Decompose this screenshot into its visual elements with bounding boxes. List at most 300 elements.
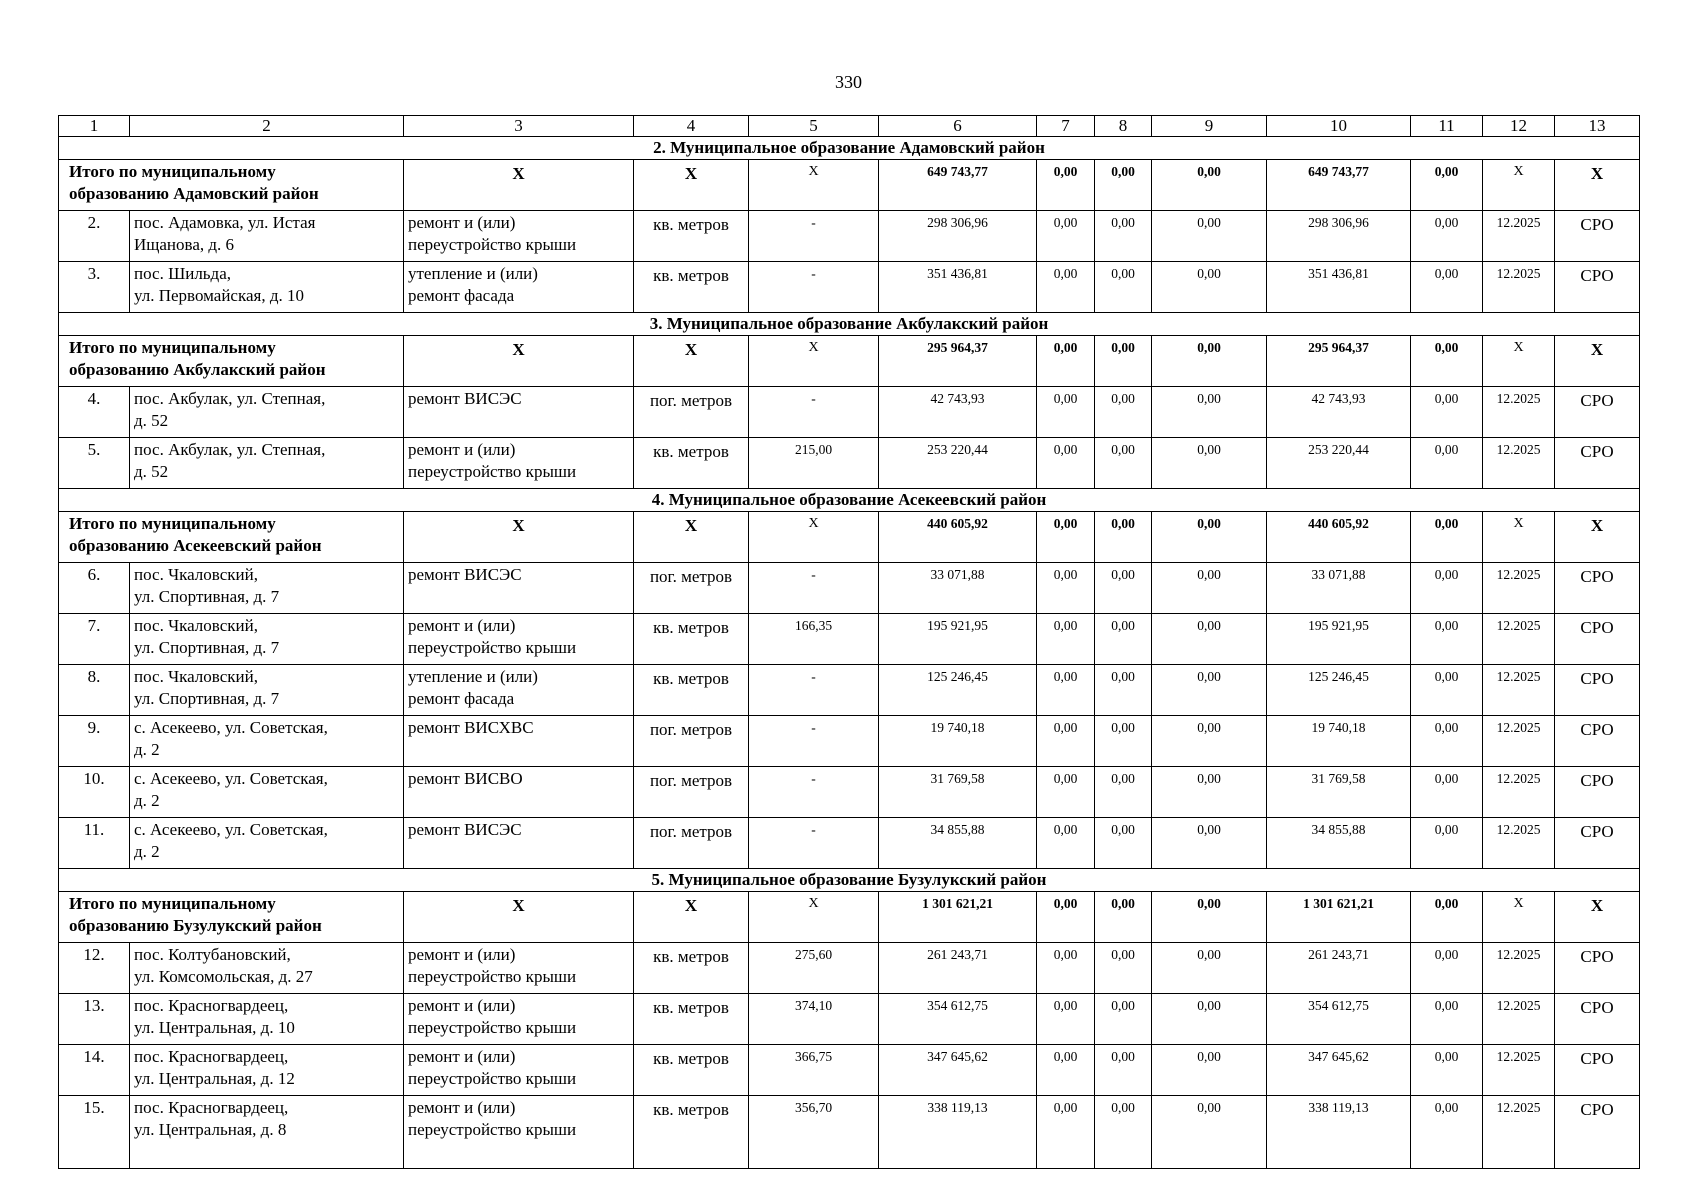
table-row [59, 716, 1640, 767]
column-header: 3 [404, 116, 634, 137]
cost-cell: 42 743,93 [1267, 387, 1411, 438]
volume-cell: 215,00 [749, 438, 879, 489]
address-line: пос. Красногвардеец, [134, 1098, 289, 1117]
deadline-cell: 12.2025 [1483, 767, 1555, 818]
value-cell: 0,00 [1037, 767, 1095, 818]
unit-cell: пог. метров [634, 563, 749, 614]
address-line: пос. Шильда, [134, 264, 231, 283]
work-type-line: утепление и (или) [408, 667, 538, 686]
unit-cell: кв. метров [634, 994, 749, 1045]
address-line: пос. Красногвардеец, [134, 1047, 289, 1066]
total-label-line: Итого по муниципальному [69, 338, 276, 357]
method-cell: СРО [1555, 943, 1640, 994]
work-type-cell [404, 716, 634, 767]
total-label [59, 892, 404, 943]
page-number: 330 [835, 72, 862, 92]
value-cell: 0,00 [1152, 818, 1267, 869]
value-cell: 0,00 [1411, 1045, 1483, 1096]
section-total-row [59, 512, 1640, 563]
x-mark: Х [749, 160, 879, 211]
repair-program-table [58, 115, 1640, 1169]
volume-cell: - [749, 716, 879, 767]
total-label-line: Итого по муниципальному [69, 514, 276, 533]
section-title: 2. Муниципальное образование Адамовский район [59, 137, 1640, 160]
row-number: 8. [59, 665, 130, 716]
address-cell [130, 665, 404, 716]
value-cell: 0,00 [1411, 387, 1483, 438]
work-type-line: переустройство крыши [408, 1120, 577, 1139]
address-line: с. Асекеево, ул. Советская, [134, 820, 328, 839]
unit-cell: кв. метров [634, 943, 749, 994]
address-line: пос. Акбулак, ул. Степная, [134, 389, 326, 408]
cost-cell: 19 740,18 [879, 716, 1037, 767]
cost-cell: 338 119,13 [1267, 1096, 1411, 1169]
work-type-cell [404, 438, 634, 489]
column-header: 8 [1095, 116, 1152, 137]
section-header-row [59, 313, 1640, 336]
address-line: д. 2 [134, 791, 160, 810]
total-value: 0,00 [1095, 336, 1152, 387]
method-cell: СРО [1555, 262, 1640, 313]
value-cell: 0,00 [1152, 1045, 1267, 1096]
cost-cell: 195 921,95 [1267, 614, 1411, 665]
column-header: 12 [1483, 116, 1555, 137]
cost-cell: 34 855,88 [1267, 818, 1411, 869]
row-number: 9. [59, 716, 130, 767]
value-cell: 0,00 [1095, 943, 1152, 994]
cost-cell: 253 220,44 [879, 438, 1037, 489]
column-header: 4 [634, 116, 749, 137]
address-line: ул. Первомайская, д. 10 [134, 286, 304, 305]
unit-cell: кв. метров [634, 665, 749, 716]
total-cost: 440 605,92 [1267, 512, 1411, 563]
row-number: 5. [59, 438, 130, 489]
section-title: 4. Муниципальное образование Асекеевский район [59, 489, 1640, 512]
value-cell: 0,00 [1095, 1096, 1152, 1169]
address-cell [130, 1045, 404, 1096]
total-value: 0,00 [1152, 512, 1267, 563]
method-cell: СРО [1555, 211, 1640, 262]
row-number: 14. [59, 1045, 130, 1096]
cost-cell: 347 645,62 [879, 1045, 1037, 1096]
total-cost: 649 743,77 [1267, 160, 1411, 211]
address-cell [130, 943, 404, 994]
cost-cell: 33 071,88 [879, 563, 1037, 614]
value-cell: 0,00 [1037, 387, 1095, 438]
total-value: 0,00 [1095, 160, 1152, 211]
volume-cell: - [749, 665, 879, 716]
deadline-cell: 12.2025 [1483, 211, 1555, 262]
table-row [59, 438, 1640, 489]
address-line: ул. Спортивная, д. 7 [134, 587, 280, 606]
x-mark: Х [1555, 336, 1640, 387]
total-value: 0,00 [1037, 892, 1095, 943]
value-cell: 0,00 [1411, 262, 1483, 313]
total-cost: 440 605,92 [879, 512, 1037, 563]
value-cell: 0,00 [1095, 387, 1152, 438]
value-cell: 0,00 [1411, 665, 1483, 716]
cost-cell: 351 436,81 [879, 262, 1037, 313]
value-cell: 0,00 [1037, 614, 1095, 665]
volume-cell: - [749, 767, 879, 818]
table-body [59, 116, 1640, 1169]
cost-cell: 338 119,13 [879, 1096, 1037, 1169]
address-cell [130, 1096, 404, 1169]
work-type-line: ремонт ВИСЭС [408, 389, 522, 408]
value-cell: 0,00 [1152, 438, 1267, 489]
method-cell: СРО [1555, 614, 1640, 665]
volume-cell: 356,70 [749, 1096, 879, 1169]
section-header-row [59, 489, 1640, 512]
row-number: 2. [59, 211, 130, 262]
volume-cell: 374,10 [749, 994, 879, 1045]
work-type-cell [404, 1045, 634, 1096]
address-cell [130, 614, 404, 665]
value-cell: 0,00 [1095, 665, 1152, 716]
unit-cell: пог. метров [634, 716, 749, 767]
address-line: пос. Акбулак, ул. Степная, [134, 440, 326, 459]
total-value: 0,00 [1037, 336, 1095, 387]
deadline-cell: 12.2025 [1483, 716, 1555, 767]
deadline-cell: 12.2025 [1483, 818, 1555, 869]
total-label [59, 336, 404, 387]
work-type-cell [404, 943, 634, 994]
section-title: 3. Муниципальное образование Акбулакский район [59, 313, 1640, 336]
x-mark: Х [404, 336, 634, 387]
address-line: Ищанова, д. 6 [134, 235, 235, 254]
address-line: ул. Центральная, д. 10 [134, 1018, 295, 1037]
work-type-line: ремонт и (или) [408, 945, 516, 964]
cost-cell: 354 612,75 [879, 994, 1037, 1045]
unit-cell: пог. метров [634, 387, 749, 438]
total-cost: 649 743,77 [879, 160, 1037, 211]
address-line: д. 2 [134, 740, 160, 759]
table-row [59, 1045, 1640, 1096]
column-header: 6 [879, 116, 1037, 137]
row-number: 12. [59, 943, 130, 994]
x-mark: Х [749, 892, 879, 943]
value-cell: 0,00 [1411, 943, 1483, 994]
table-row [59, 262, 1640, 313]
column-header: 5 [749, 116, 879, 137]
value-cell: 0,00 [1095, 1045, 1152, 1096]
value-cell: 0,00 [1152, 994, 1267, 1045]
volume-cell: - [749, 211, 879, 262]
section-total-row [59, 892, 1640, 943]
deadline-cell: 12.2025 [1483, 1045, 1555, 1096]
value-cell: 0,00 [1037, 438, 1095, 489]
cost-cell: 351 436,81 [1267, 262, 1411, 313]
work-type-line: ремонт фасада [408, 286, 515, 305]
cost-cell: 42 743,93 [879, 387, 1037, 438]
column-header: 1 [59, 116, 130, 137]
total-label [59, 160, 404, 211]
work-type-line: ремонт ВИСВО [408, 769, 523, 788]
volume-cell: - [749, 387, 879, 438]
address-line: ул. Спортивная, д. 7 [134, 689, 280, 708]
value-cell: 0,00 [1152, 614, 1267, 665]
value-cell: 0,00 [1095, 563, 1152, 614]
x-mark: Х [1555, 892, 1640, 943]
table-row [59, 1096, 1640, 1169]
value-cell: 0,00 [1037, 262, 1095, 313]
total-label [59, 512, 404, 563]
row-number: 3. [59, 262, 130, 313]
method-cell: СРО [1555, 716, 1640, 767]
volume-cell: - [749, 818, 879, 869]
x-mark: Х [1483, 512, 1555, 563]
value-cell: 0,00 [1411, 438, 1483, 489]
deadline-cell: 12.2025 [1483, 994, 1555, 1045]
address-line: с. Асекеево, ул. Советская, [134, 718, 328, 737]
address-line: пос. Адамовка, ул. Истая [134, 213, 316, 232]
table-row [59, 387, 1640, 438]
value-cell: 0,00 [1411, 716, 1483, 767]
address-line: пос. Чкаловский, [134, 616, 258, 635]
total-value: 0,00 [1411, 336, 1483, 387]
cost-cell: 125 246,45 [1267, 665, 1411, 716]
row-number: 15. [59, 1096, 130, 1169]
value-cell: 0,00 [1095, 211, 1152, 262]
total-label-line: Итого по муниципальному [69, 894, 276, 913]
column-header: 11 [1411, 116, 1483, 137]
table-row [59, 614, 1640, 665]
method-cell: СРО [1555, 1045, 1640, 1096]
deadline-cell: 12.2025 [1483, 563, 1555, 614]
deadline-cell: 12.2025 [1483, 943, 1555, 994]
value-cell: 0,00 [1152, 387, 1267, 438]
volume-cell: - [749, 262, 879, 313]
address-line: пос. Чкаловский, [134, 667, 258, 686]
address-line: ул. Центральная, д. 12 [134, 1069, 295, 1088]
address-cell [130, 387, 404, 438]
total-value: 0,00 [1411, 512, 1483, 563]
table-row [59, 943, 1640, 994]
method-cell: СРО [1555, 563, 1640, 614]
unit-cell: кв. метров [634, 1096, 749, 1169]
x-mark: Х [1555, 512, 1640, 563]
address-cell [130, 767, 404, 818]
total-value: 0,00 [1411, 160, 1483, 211]
x-mark: Х [1483, 336, 1555, 387]
value-cell: 0,00 [1095, 767, 1152, 818]
total-value: 0,00 [1152, 336, 1267, 387]
column-number-row [59, 116, 1640, 137]
total-value: 0,00 [1152, 892, 1267, 943]
row-number: 7. [59, 614, 130, 665]
value-cell: 0,00 [1152, 716, 1267, 767]
total-value: 0,00 [1095, 512, 1152, 563]
section-total-row [59, 336, 1640, 387]
address-line: д. 52 [134, 462, 169, 481]
work-type-line: ремонт и (или) [408, 616, 516, 635]
cost-cell: 34 855,88 [879, 818, 1037, 869]
work-type-cell [404, 211, 634, 262]
work-type-cell [404, 1096, 634, 1169]
deadline-cell: 12.2025 [1483, 665, 1555, 716]
work-type-line: ремонт и (или) [408, 213, 516, 232]
value-cell: 0,00 [1411, 211, 1483, 262]
work-type-cell [404, 767, 634, 818]
work-type-line: ремонт и (или) [408, 1047, 516, 1066]
unit-cell: кв. метров [634, 1045, 749, 1096]
row-number: 10. [59, 767, 130, 818]
x-mark: Х [749, 512, 879, 563]
value-cell: 0,00 [1411, 1096, 1483, 1169]
work-type-line: переустройство крыши [408, 1018, 577, 1037]
deadline-cell: 12.2025 [1483, 262, 1555, 313]
value-cell: 0,00 [1095, 818, 1152, 869]
cost-cell: 354 612,75 [1267, 994, 1411, 1045]
section-header-row [59, 869, 1640, 892]
work-type-line: переустройство крыши [408, 235, 577, 254]
address-line: ул. Спортивная, д. 7 [134, 638, 280, 657]
total-label-line: образованию Акбулакский район [69, 360, 326, 379]
table-row [59, 211, 1640, 262]
work-type-line: ремонт ВИСЭС [408, 820, 522, 839]
table-row [59, 818, 1640, 869]
method-cell: СРО [1555, 665, 1640, 716]
unit-cell: кв. метров [634, 438, 749, 489]
total-cost: 295 964,37 [1267, 336, 1411, 387]
work-type-cell [404, 262, 634, 313]
x-mark: Х [404, 512, 634, 563]
method-cell: СРО [1555, 767, 1640, 818]
x-mark: Х [749, 336, 879, 387]
x-mark: Х [404, 160, 634, 211]
cost-cell: 298 306,96 [879, 211, 1037, 262]
table-row [59, 767, 1640, 818]
work-type-line: ремонт ВИСХВС [408, 718, 534, 737]
address-line: пос. Красногвардеец, [134, 996, 289, 1015]
work-type-line: переустройство крыши [408, 638, 577, 657]
section-header-row [59, 137, 1640, 160]
value-cell: 0,00 [1411, 818, 1483, 869]
total-value: 0,00 [1411, 892, 1483, 943]
unit-cell: пог. метров [634, 767, 749, 818]
table-row [59, 994, 1640, 1045]
work-type-cell [404, 614, 634, 665]
address-line: с. Асекеево, ул. Советская, [134, 769, 328, 788]
address-line: ул. Комсомольская, д. 27 [134, 967, 313, 986]
work-type-cell [404, 563, 634, 614]
value-cell: 0,00 [1411, 563, 1483, 614]
row-number: 4. [59, 387, 130, 438]
method-cell: СРО [1555, 438, 1640, 489]
total-cost: 1 301 621,21 [879, 892, 1037, 943]
total-label-line: образованию Адамовский район [69, 184, 319, 203]
address-cell [130, 563, 404, 614]
column-header: 7 [1037, 116, 1095, 137]
total-label-line: Итого по муниципальному [69, 162, 276, 181]
x-mark: Х [634, 512, 749, 563]
value-cell: 0,00 [1037, 994, 1095, 1045]
value-cell: 0,00 [1152, 563, 1267, 614]
x-mark: Х [1555, 160, 1640, 211]
method-cell: СРО [1555, 818, 1640, 869]
total-label-line: образованию Асекеевский район [69, 536, 322, 555]
total-value: 0,00 [1037, 512, 1095, 563]
work-type-cell [404, 818, 634, 869]
value-cell: 0,00 [1037, 943, 1095, 994]
value-cell: 0,00 [1037, 665, 1095, 716]
value-cell: 0,00 [1095, 438, 1152, 489]
cost-cell: 31 769,58 [1267, 767, 1411, 818]
x-mark: Х [1483, 892, 1555, 943]
value-cell: 0,00 [1095, 994, 1152, 1045]
deadline-cell: 12.2025 [1483, 438, 1555, 489]
value-cell: 0,00 [1152, 1096, 1267, 1169]
address-cell [130, 262, 404, 313]
total-cost: 1 301 621,21 [1267, 892, 1411, 943]
address-line: ул. Центральная, д. 8 [134, 1120, 287, 1139]
cost-cell: 33 071,88 [1267, 563, 1411, 614]
column-header: 9 [1152, 116, 1267, 137]
cost-cell: 298 306,96 [1267, 211, 1411, 262]
address-cell [130, 211, 404, 262]
value-cell: 0,00 [1152, 665, 1267, 716]
deadline-cell: 12.2025 [1483, 387, 1555, 438]
work-type-line: переустройство крыши [408, 1069, 577, 1088]
value-cell: 0,00 [1037, 818, 1095, 869]
cost-cell: 253 220,44 [1267, 438, 1411, 489]
cost-cell: 195 921,95 [879, 614, 1037, 665]
value-cell: 0,00 [1095, 716, 1152, 767]
work-type-line: переустройство крыши [408, 462, 577, 481]
table-row [59, 563, 1640, 614]
table-row [59, 665, 1640, 716]
cost-cell: 347 645,62 [1267, 1045, 1411, 1096]
deadline-cell: 12.2025 [1483, 1096, 1555, 1169]
total-value: 0,00 [1095, 892, 1152, 943]
method-cell: СРО [1555, 387, 1640, 438]
cost-cell: 261 243,71 [879, 943, 1037, 994]
unit-cell: кв. метров [634, 262, 749, 313]
work-type-cell [404, 665, 634, 716]
x-mark: Х [404, 892, 634, 943]
work-type-line: ремонт и (или) [408, 1098, 516, 1117]
address-cell [130, 438, 404, 489]
address-cell [130, 818, 404, 869]
value-cell: 0,00 [1411, 614, 1483, 665]
value-cell: 0,00 [1037, 563, 1095, 614]
row-number: 11. [59, 818, 130, 869]
column-header: 2 [130, 116, 404, 137]
work-type-line: переустройство крыши [408, 967, 577, 986]
row-number: 13. [59, 994, 130, 1045]
volume-cell: 166,35 [749, 614, 879, 665]
section-title: 5. Муниципальное образование Бузулукский район [59, 869, 1640, 892]
unit-cell: пог. метров [634, 818, 749, 869]
x-mark: Х [1483, 160, 1555, 211]
value-cell: 0,00 [1037, 211, 1095, 262]
value-cell: 0,00 [1152, 943, 1267, 994]
value-cell: 0,00 [1411, 767, 1483, 818]
address-cell [130, 716, 404, 767]
work-type-cell [404, 387, 634, 438]
value-cell: 0,00 [1152, 262, 1267, 313]
volume-cell: - [749, 563, 879, 614]
row-number: 6. [59, 563, 130, 614]
total-value: 0,00 [1152, 160, 1267, 211]
x-mark: Х [634, 336, 749, 387]
cost-cell: 31 769,58 [879, 767, 1037, 818]
address-line: пос. Чкаловский, [134, 565, 258, 584]
value-cell: 0,00 [1411, 994, 1483, 1045]
value-cell: 0,00 [1095, 262, 1152, 313]
address-line: д. 52 [134, 411, 169, 430]
value-cell: 0,00 [1037, 716, 1095, 767]
